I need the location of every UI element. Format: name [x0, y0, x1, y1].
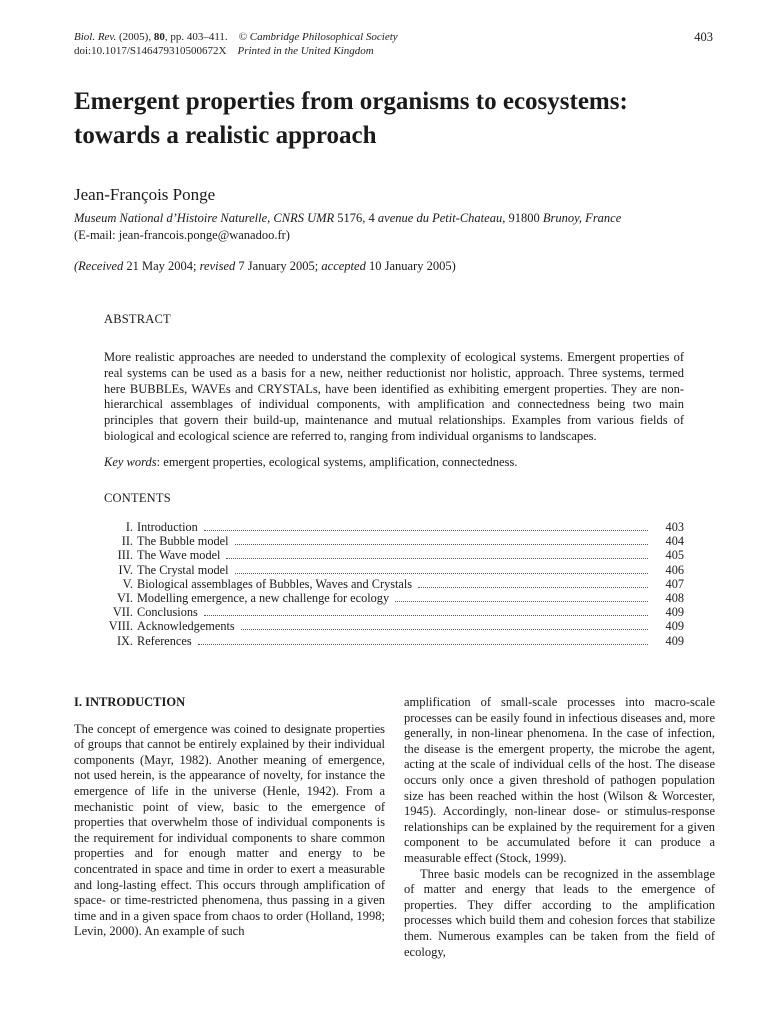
toc-entry-number: IV.	[118, 562, 133, 577]
toc-entry[interactable]	[104, 634, 684, 648]
toc-entry[interactable]	[104, 577, 684, 591]
contents-heading: CONTENTS	[104, 491, 171, 505]
toc-entry[interactable]	[104, 619, 684, 633]
author-name: Jean-François Ponge	[74, 185, 216, 204]
toc-leader-dots	[204, 529, 648, 531]
toc-entry-page: 404	[665, 534, 684, 549]
running-header	[74, 30, 398, 58]
toc-entry-page: 405	[665, 548, 684, 563]
toc-leader-dots	[226, 557, 648, 559]
toc-entry-title: Introduction	[137, 520, 198, 534]
toc-entry-number: V.	[122, 576, 133, 591]
toc-leader-dots	[235, 543, 648, 545]
toc-leader-dots	[204, 614, 648, 616]
toc-entry-number: VI.	[116, 590, 133, 605]
toc-entry-page: 409	[665, 619, 684, 634]
keywords	[104, 455, 684, 470]
toc-leader-dots	[395, 600, 648, 602]
toc-entry[interactable]	[104, 605, 684, 619]
intro-paragraph-1-continued: amplification of small-scale processes into macro-scale processes can be easily found in infectious diseases and, more generally, in non-linear phenomena. In the case of infection, the disease is the emergent property, the microbe the agent, acting at the scale of individual cells of the host. The disease occurs only once a given threshold of pathogen population size has been reached within the host (Wilson & Worcester, 1945). Accordingly, non-linear dose- or stimulus-response relationships can be explained by the requirement for a given component to be accumulated before it can produce a measurable effect (Stock, 1999).	[404, 695, 715, 865]
toc-entry-title: Conclusions	[137, 605, 198, 620]
author-email[interactable]: (E-mail: jean-francois.ponge@wanadoo.fr)	[74, 228, 290, 242]
intro-right-column	[404, 695, 715, 960]
page-number: 403	[694, 30, 713, 44]
toc-entry-page: 403	[665, 520, 684, 534]
toc-entry-title: Biological assemblages of Bubbles, Waves and Crystals	[137, 576, 413, 591]
toc-entry-page: 409	[665, 633, 684, 648]
intro-paragraph-2: Three basic models can be recognized in the assemblage of matter and energy that leads to the emergence of properties. They differ according to the amplification processes which build them and cohesion forces that stabilize them. Numerous examples can be taken from the field of ecology,	[404, 866, 715, 959]
toc-entry-number: VIII.	[108, 619, 133, 634]
toc-entry[interactable]	[104, 591, 684, 605]
toc-entry-number: I.	[125, 520, 133, 534]
toc-entry-number: VII.	[112, 605, 133, 620]
toc-leader-dots	[235, 572, 648, 574]
toc-entry-number: II.	[121, 534, 133, 549]
toc-entry-page: 407	[665, 576, 684, 591]
toc-entry-page: 409	[665, 605, 684, 620]
doi[interactable]: doi:10.1017/S146479310500672X	[74, 45, 227, 57]
toc-entry[interactable]	[104, 563, 684, 577]
article-title: Emergent properties from organisms to ecosystems: towards a realistic approach	[74, 88, 628, 149]
toc-leader-dots	[198, 643, 648, 645]
received-dates: (Received 21 May 2004; revised 7 January 2005; accepted 10 January 2005)	[74, 259, 456, 273]
toc-entry-title: Acknowledgements	[137, 619, 235, 634]
intro-left-column	[74, 695, 385, 940]
toc-entry-page: 406	[665, 562, 684, 577]
toc-entry-title: The Bubble model	[137, 534, 229, 549]
abstract-text: More realistic approaches are needed to understand the complexity of ecological systems. Emergent properties of real systems can be used as a basis for a new, neither reductionist nor holistic, approach. Three systems, termed here BUBBLEs, WAVEs and CRYSTALs, have been identified as exhibiting emergent properties. They are non-hierarchical assemblages of individual components, with amplification and connectedness being two main principles that govern their build-up, maintenance and mutual relationships. Examples from various fields of biological and ecological science are referred to, ranging from individual organisms to landscapes.	[104, 350, 684, 443]
toc-entry[interactable]	[104, 534, 684, 548]
citation-line: Biol. Rev. (2005), 80, pp. 403–411. © Cambridge Philosophical Society	[74, 31, 398, 43]
toc-entry-page: 408	[665, 590, 684, 605]
toc-leader-dots	[241, 628, 648, 630]
toc-entry-number: III.	[117, 548, 133, 563]
intro-paragraph-1: The concept of emergence was coined to designate properties of groups that cannot be entirely explained by their individual components (Mayr, 1982). Another meaning of emergence, not used herein, is the appearance of novelty, for instance the emergence of life in the universe (Henle, 1942). From a mechanistic point of view, basic to the emergence of properties that overwhelm those of individual components is the requirement for individual components to share common properties and for enough matter and energy to be concentrated in space and time in order to exert a measurable and long-lasting effect. This occurs through amplification of space- or time-restricted phenomena, thus passing in a given time and in a given space from chaos to order (Holland, 1998; Levin, 2000). An example of such	[74, 721, 385, 939]
toc-entry-title: Modelling emergence, a new challenge for ecology	[137, 590, 390, 605]
toc-entry-number: IX.	[116, 633, 133, 648]
toc-entry[interactable]	[104, 548, 684, 562]
table-of-contents	[104, 520, 684, 648]
keywords-list: : emergent properties, ecological systems, amplification, connectedness.	[156, 455, 518, 469]
doi-line: doi:10.1017/S146479310500672X Printed in the United Kingdom	[74, 45, 374, 57]
toc-entry-title: The Wave model	[137, 548, 221, 563]
toc-entry[interactable]	[104, 520, 684, 534]
author-affiliation: Museum National d’Histoire Naturelle, CNRS UMR 5176, 4 avenue du Petit-Chateau, 91800 Brunoy, France (E-mail: jean-francois.ponge@wanadoo.fr)	[74, 210, 694, 244]
toc-entry-title: References	[137, 633, 192, 648]
copyright-notice: © Cambridge Philosophical Society	[238, 31, 398, 43]
section-heading-introduction: I. INTRODUCTION	[74, 695, 186, 709]
keywords-label: Key words	[104, 455, 157, 469]
toc-entry-title: The Crystal model	[137, 562, 229, 577]
toc-leader-dots	[418, 586, 648, 588]
abstract-heading: ABSTRACT	[104, 312, 171, 326]
